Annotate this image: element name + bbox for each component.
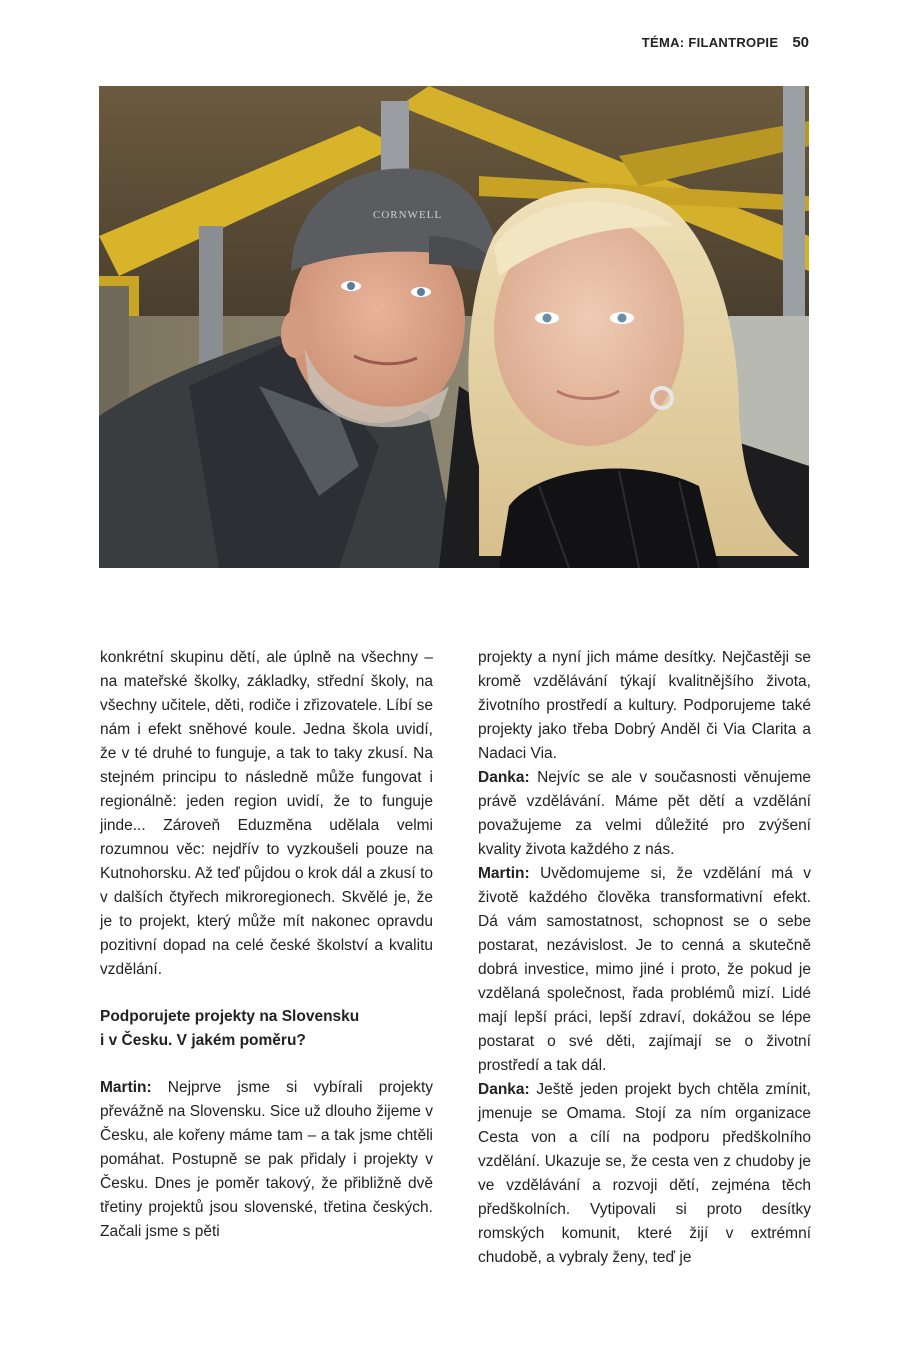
speaker-name: Martin: xyxy=(100,1079,152,1096)
cap-logo-text: CORNWELL xyxy=(373,209,443,221)
body-paragraph: projekty a nyní jich máme desítky. Nejčastěji se kromě vzdělávání týkají kvalitnějšího života, životního prostředí a kultury. Podporujeme také projekty jako třeba Dobrý Anděl či Via Clarita a Nadaci Via. xyxy=(478,649,811,762)
answer-text: Nejprve jsme si vybírali projekty převážně na Slovensku. Sice už dlouho žijeme v Česku, ale kořeny máme tam – a tak jsme chtěli pomáhat. Postupně se pak přidaly i projekty v Česku. Dnes je poměr takový, že přibližně dvě třetiny projektů jsou slovenské, třetina českých. Začali jsme s pěti xyxy=(100,1079,433,1240)
answer-paragraph xyxy=(478,766,811,862)
speaker-name: Danka: xyxy=(478,769,530,786)
right-text-column xyxy=(478,646,811,1270)
answer-text: Nejvíc se ale v současnosti věnujeme právě vzdělávání. Máme pět dětí a vzdělání považujeme za velmi důležité pro zvýšení kvality života každého z nás. xyxy=(478,769,811,858)
question-line: Podporujete projekty na Slovensku xyxy=(100,1008,360,1025)
speaker-name: Danka: xyxy=(478,1081,530,1098)
answer-text: Ještě jeden projekt bych chtěla zmínit, jmenuje se Omama. Stojí za ním organizace Cesta von a cílí na podporu předškolního vzdělání. Ukazuje se, že cesta ven z chudoby je ve vzdělávání a rozvoji dětí, zejména těch předškolních. Vytipovali si proto desítky romských komunit, které žijí v extrémní chudobě, a vybraly ženy, teď je xyxy=(478,1081,811,1266)
body-paragraph: konkrétní skupinu dětí, ale úplně na všechny – na mateřské školky, základky, střední školy, na všechny učitele, děti, rodiče i zřizovatele. Líbí se nám i efekt sněhové koule. Jedna škola uvidí, že v té druhé to funguje, a tak to taky zkusí. Na stejném principu to následně může fungovat i regionálně: jeden region uvidí, že to funguje jinde... Zároveň Eduzměna udělala velmi rozumnou věc: nejdřív to vyzkoušeli pouze na Kutnohorsku. Až teď půjdou o krok dál a zkusí to v dalších čtyřech mikroregionech. Skvělé je, že je to projekt, který může mít nakonec opravdu pozitivní dopad na celé české školství a kvalitu vzdělání. xyxy=(100,649,433,978)
answer-paragraph xyxy=(478,862,811,1078)
answer-text: Uvědomujeme si, že vzdělání má v životě každého člověka transformativní efekt. Dá vám samostatnost, schopnost se o sebe postarat, nezávislost. Je to cenná a skutečně dobrá investice, mimo jiné i proto, že pokud je vzdělaná společnost, řada problémů mizí. Lidé mají lepší práci, lepší zdraví, dokážou se lépe postarat o své děti, zajímají se o životní prostředí a tak dál. xyxy=(478,865,811,1074)
left-text-column xyxy=(100,646,433,1244)
question-line: i v Česku. V jakém poměru? xyxy=(100,1032,306,1049)
speaker-name: Martin: xyxy=(478,865,530,882)
answer-paragraph xyxy=(478,1078,811,1270)
answer-paragraph xyxy=(100,1076,433,1244)
section-title: TÉMA: FILANTROPIE xyxy=(641,35,779,50)
running-header xyxy=(642,34,809,51)
page-number: 50 xyxy=(792,34,809,51)
interview-question xyxy=(100,1005,433,1053)
couple-selfie-photo xyxy=(99,86,809,568)
